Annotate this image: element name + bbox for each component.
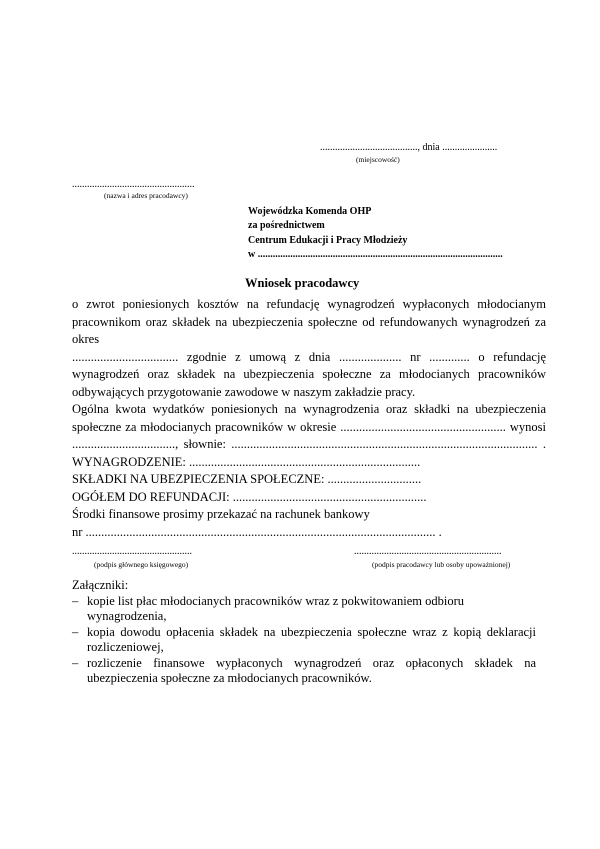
attachment-item-text: kopie list płac młodocianych pracowników wraz z pokwitowaniem odbioru wynagrodzenia, (87, 593, 464, 623)
dash-bullet: – (72, 593, 79, 608)
place-date-line: ......................................., dnia ...................... (320, 142, 498, 153)
salary-line: WYNAGRODZENIE: .......................................................................... (72, 454, 421, 469)
attachments (72, 578, 536, 687)
contributions-line: SKŁADKI NA UBEZPIECZENIA SPOŁECZNE: .............................. (72, 472, 422, 486)
attachment-item-text: rozliczenie finansowe wypłaconych wynagrodzeń oraz opłaconych składek na ubezpieczenia społeczne za młodocianych pracowników. (87, 655, 536, 685)
body-line: odbywających przygotowanie zawodowe w naszym zakładzie pracy. (72, 384, 416, 399)
body-line: ................................., słownie: .................................................................................................. . (72, 437, 546, 451)
body-line: Środki finansowe prosimy przekazać na rachunek bankowy (72, 507, 370, 521)
account-number-line: nr ................................................................................................................ . (72, 524, 442, 539)
addressee-line-1: Wojewódzka Komenda OHP (248, 206, 372, 217)
document-title: Wniosek pracodawcy (245, 276, 360, 290)
place-caption: (miejscowość) (356, 155, 400, 164)
attachment-item-text: kopia dowodu opłacenia składek na ubezpieczenia społeczne wraz z kopią deklaracji rozliczeniowej, (87, 624, 536, 654)
attachment-item (72, 594, 536, 625)
addressee-line-2: za pośrednictwem (248, 220, 325, 231)
body-line: pracownikom oraz składek na ubezpieczenia społeczne od refundowanych wynagrodzeń za okres (72, 314, 546, 346)
addressee-line-4: w .................................................................................................. (248, 249, 503, 260)
employer-signature-line: ........................................................... (354, 546, 502, 557)
dash-bullet: – (72, 624, 79, 639)
attachment-item (72, 625, 536, 656)
accountant-signature-caption: (podpis głównego księgowego) (94, 560, 189, 569)
attachments-heading: Załączniki: (72, 578, 129, 592)
attachment-item (72, 656, 536, 687)
employer-signature-caption: (podpis pracodawcy lub osoby upoważnionej) (372, 560, 511, 569)
dash-bullet: – (72, 655, 79, 670)
body-line: wynagrodzeń oraz składek na ubezpieczenia społeczne za młodocianych pracowników (72, 367, 546, 381)
body-line: społeczne za młodocianych pracowników w okresie ..................................................... wynosi (72, 419, 546, 434)
attachments-list (72, 594, 536, 687)
body-line: o zwrot poniesionych kosztów na refundację wynagrodzeń wypłaconych młodocianym (72, 297, 546, 311)
employer-line: ................................................. (72, 179, 195, 190)
body-line: Ogólna kwota wydatków poniesionych na wynagrodzenia oraz składki na ubezpieczenia (72, 402, 546, 416)
body-line: .................................. zgodnie z umową z dnia .................... nr ............. o refundację (72, 349, 546, 364)
addressee-line-3: Centrum Edukacji i Pracy Młodzieży (248, 235, 408, 246)
accountant-signature-line: ................................................ (72, 546, 192, 557)
body-text (72, 296, 546, 541)
employer-caption: (nazwa i adres pracodawcy) (104, 191, 188, 200)
total-line: OGÓŁEM DO REFUNDACJI: .............................................................. (72, 489, 427, 504)
